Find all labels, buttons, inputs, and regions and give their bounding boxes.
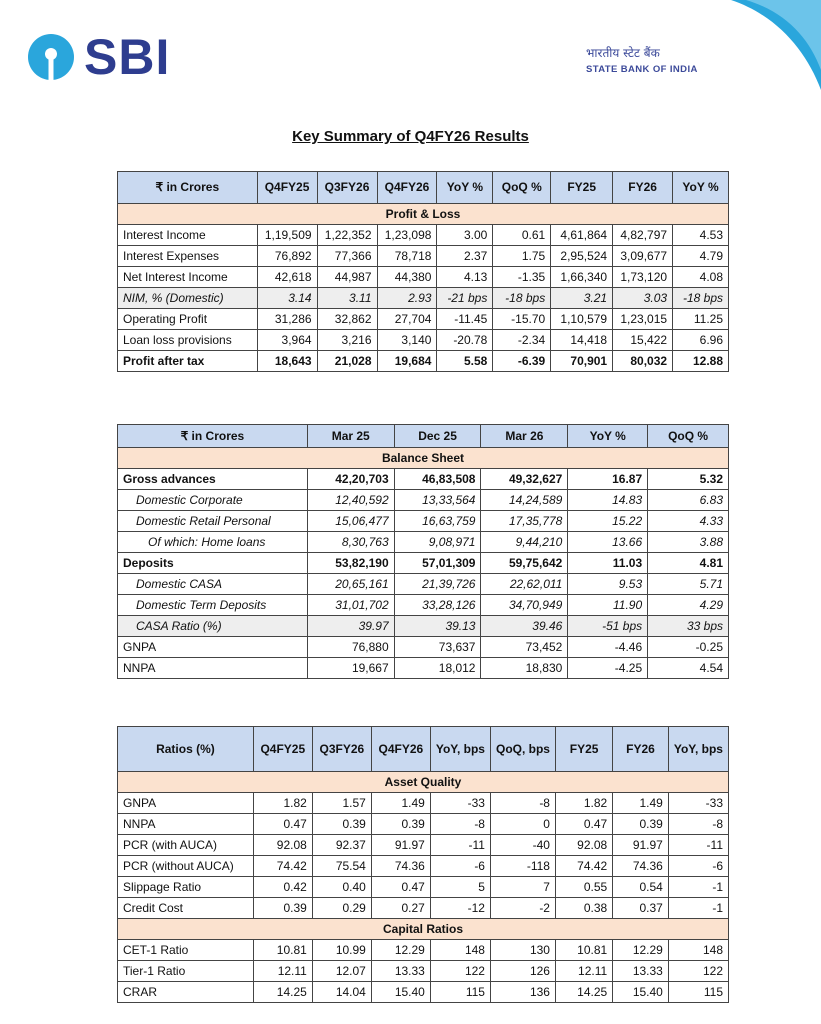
cell-value: 73,452 bbox=[481, 637, 568, 658]
section-header-row bbox=[118, 204, 729, 225]
cell-value: 42,618 bbox=[257, 267, 317, 288]
page-title: Key Summary of Q4FY26 Results bbox=[292, 128, 529, 145]
row-label: GNPA bbox=[118, 637, 308, 658]
section-title: Profit & Loss bbox=[118, 204, 729, 225]
cell-value: 3,964 bbox=[257, 330, 317, 351]
cell-value: 14.83 bbox=[568, 490, 648, 511]
cell-value: -33 bbox=[430, 793, 490, 814]
cell-value: 136 bbox=[490, 982, 555, 1003]
column-header: QoQ % bbox=[493, 172, 551, 204]
cell-value: 10.81 bbox=[555, 940, 612, 961]
cell-value: 92.08 bbox=[253, 835, 312, 856]
cell-value: -6 bbox=[668, 856, 728, 877]
row-label: Interest Income bbox=[118, 225, 258, 246]
cell-value: 0.47 bbox=[371, 877, 430, 898]
table-header-row bbox=[118, 425, 729, 448]
row-label: Domestic Retail Personal bbox=[118, 511, 308, 532]
cell-value: 39.13 bbox=[394, 616, 481, 637]
table-row bbox=[118, 574, 729, 595]
cell-value: 15.40 bbox=[371, 982, 430, 1003]
cell-value: 4.29 bbox=[648, 595, 729, 616]
table-row bbox=[118, 246, 729, 267]
cell-value: -18 bps bbox=[673, 288, 729, 309]
row-label: CRAR bbox=[118, 982, 254, 1003]
cell-value: 91.97 bbox=[371, 835, 430, 856]
table-row bbox=[118, 553, 729, 574]
table-header-row bbox=[118, 727, 729, 772]
cell-value: 12.88 bbox=[673, 351, 729, 372]
cell-value: 0.39 bbox=[371, 814, 430, 835]
cell-value: 11.90 bbox=[568, 595, 648, 616]
cell-value: 46,83,508 bbox=[394, 469, 481, 490]
cell-value: -1 bbox=[668, 898, 728, 919]
cell-value: 9.53 bbox=[568, 574, 648, 595]
section-title: Capital Ratios bbox=[118, 919, 729, 940]
cell-value: 4.79 bbox=[673, 246, 729, 267]
row-label: Net Interest Income bbox=[118, 267, 258, 288]
brand-hindi: भारतीय स्टेट बैंक bbox=[586, 46, 660, 60]
cell-value: 8,30,763 bbox=[307, 532, 394, 553]
table-row bbox=[118, 877, 729, 898]
table-row bbox=[118, 982, 729, 1003]
row-label: Profit after tax bbox=[118, 351, 258, 372]
table-header-row bbox=[118, 172, 729, 204]
column-header: FY26 bbox=[613, 172, 673, 204]
row-label: PCR (with AUCA) bbox=[118, 835, 254, 856]
balance-sheet-table bbox=[117, 424, 729, 679]
cell-value: 59,75,642 bbox=[481, 553, 568, 574]
cell-value: 6.96 bbox=[673, 330, 729, 351]
cell-value: 5.32 bbox=[648, 469, 729, 490]
table-row bbox=[118, 532, 729, 553]
cell-value: 0.40 bbox=[312, 877, 371, 898]
cell-value: 1,23,015 bbox=[613, 309, 673, 330]
cell-value: 11.25 bbox=[673, 309, 729, 330]
table-row bbox=[118, 835, 729, 856]
cell-value: 39.46 bbox=[481, 616, 568, 637]
cell-value: 4.33 bbox=[648, 511, 729, 532]
table-row bbox=[118, 225, 729, 246]
cell-value: 130 bbox=[490, 940, 555, 961]
cell-value: 19,667 bbox=[307, 658, 394, 679]
cell-value: 15,06,477 bbox=[307, 511, 394, 532]
cell-value: -1 bbox=[668, 877, 728, 898]
cell-value: 1,19,509 bbox=[257, 225, 317, 246]
cell-value: -8 bbox=[490, 793, 555, 814]
cell-value: 13.66 bbox=[568, 532, 648, 553]
row-label: Gross advances bbox=[118, 469, 308, 490]
cell-value: 17,35,778 bbox=[481, 511, 568, 532]
row-label: Operating Profit bbox=[118, 309, 258, 330]
column-header: Ratios (%) bbox=[118, 727, 254, 772]
cell-value: 18,830 bbox=[481, 658, 568, 679]
table-row bbox=[118, 469, 729, 490]
cell-value: 20,65,161 bbox=[307, 574, 394, 595]
row-label: CET-1 Ratio bbox=[118, 940, 254, 961]
column-header: YoY, bps bbox=[430, 727, 490, 772]
cell-value: 4,61,864 bbox=[551, 225, 613, 246]
cell-value: 34,70,949 bbox=[481, 595, 568, 616]
cell-value: 14.04 bbox=[312, 982, 371, 1003]
cell-value: 3.03 bbox=[613, 288, 673, 309]
cell-value: 0.47 bbox=[253, 814, 312, 835]
row-label: Loan loss provisions bbox=[118, 330, 258, 351]
cell-value: -21 bps bbox=[437, 288, 493, 309]
cell-value: 1,22,352 bbox=[317, 225, 377, 246]
cell-value: 12.11 bbox=[253, 961, 312, 982]
row-label: Slippage Ratio bbox=[118, 877, 254, 898]
cell-value: 19,684 bbox=[377, 351, 437, 372]
table-row bbox=[118, 961, 729, 982]
cell-value: 3.00 bbox=[437, 225, 493, 246]
cell-value: 4.08 bbox=[673, 267, 729, 288]
cell-value: -12 bbox=[430, 898, 490, 919]
table-row bbox=[118, 658, 729, 679]
section-header-row bbox=[118, 772, 729, 793]
table-row bbox=[118, 351, 729, 372]
cell-value: -4.46 bbox=[568, 637, 648, 658]
cell-value: 5.58 bbox=[437, 351, 493, 372]
ratios-table bbox=[117, 726, 729, 1003]
cell-value: 148 bbox=[430, 940, 490, 961]
table-row bbox=[118, 814, 729, 835]
cell-value: 39.97 bbox=[307, 616, 394, 637]
cell-value: 4.81 bbox=[648, 553, 729, 574]
cell-value: 92.08 bbox=[555, 835, 612, 856]
cell-value: 27,704 bbox=[377, 309, 437, 330]
cell-value: 7 bbox=[490, 877, 555, 898]
profit-loss-table bbox=[117, 171, 729, 372]
table-row bbox=[118, 490, 729, 511]
table-row bbox=[118, 898, 729, 919]
table-row bbox=[118, 616, 729, 637]
row-label: CASA Ratio (%) bbox=[118, 616, 308, 637]
cell-value: 80,032 bbox=[613, 351, 673, 372]
table-row bbox=[118, 288, 729, 309]
column-header: ₹ in Crores bbox=[118, 172, 258, 204]
cell-value: 1,10,579 bbox=[551, 309, 613, 330]
sbi-keyhole-icon bbox=[26, 32, 76, 82]
cell-value: 13,33,564 bbox=[394, 490, 481, 511]
cell-value: -33 bbox=[668, 793, 728, 814]
cell-value: 4.53 bbox=[673, 225, 729, 246]
row-label: Interest Expenses bbox=[118, 246, 258, 267]
cell-value: 12.29 bbox=[371, 940, 430, 961]
cell-value: 0.39 bbox=[613, 814, 669, 835]
cell-value: 14.25 bbox=[253, 982, 312, 1003]
cell-value: 4.54 bbox=[648, 658, 729, 679]
cell-value: 115 bbox=[668, 982, 728, 1003]
table-row bbox=[118, 856, 729, 877]
cell-value: 14,418 bbox=[551, 330, 613, 351]
table-row bbox=[118, 637, 729, 658]
section-header-row bbox=[118, 919, 729, 940]
cell-value: 2,95,524 bbox=[551, 246, 613, 267]
cell-value: 22,62,011 bbox=[481, 574, 568, 595]
cell-value: 0.37 bbox=[613, 898, 669, 919]
cell-value: 12.29 bbox=[613, 940, 669, 961]
cell-value: 115 bbox=[430, 982, 490, 1003]
cell-value: 3,216 bbox=[317, 330, 377, 351]
cell-value: 33,28,126 bbox=[394, 595, 481, 616]
section-header-row bbox=[118, 448, 729, 469]
row-label: Of which: Home loans bbox=[118, 532, 308, 553]
column-header: Q3FY26 bbox=[312, 727, 371, 772]
cell-value: 76,892 bbox=[257, 246, 317, 267]
cell-value: -11 bbox=[668, 835, 728, 856]
table-row bbox=[118, 940, 729, 961]
cell-value: 122 bbox=[668, 961, 728, 982]
cell-value: -15.70 bbox=[493, 309, 551, 330]
cell-value: 12,40,592 bbox=[307, 490, 394, 511]
column-header: Dec 25 bbox=[394, 425, 481, 448]
column-header: YoY % bbox=[673, 172, 729, 204]
cell-value: 0.54 bbox=[613, 877, 669, 898]
cell-value: 1,66,340 bbox=[551, 267, 613, 288]
cell-value: 9,44,210 bbox=[481, 532, 568, 553]
column-header: Mar 25 bbox=[307, 425, 394, 448]
cell-value: -6 bbox=[430, 856, 490, 877]
cell-value: 31,286 bbox=[257, 309, 317, 330]
cell-value: -18 bps bbox=[493, 288, 551, 309]
column-header: Q4FY26 bbox=[371, 727, 430, 772]
table-row bbox=[118, 793, 729, 814]
cell-value: -0.25 bbox=[648, 637, 729, 658]
cell-value: 16,63,759 bbox=[394, 511, 481, 532]
cell-value: 78,718 bbox=[377, 246, 437, 267]
cell-value: -2 bbox=[490, 898, 555, 919]
column-header: FY25 bbox=[551, 172, 613, 204]
table-row bbox=[118, 595, 729, 616]
cell-value: -8 bbox=[668, 814, 728, 835]
column-header: Q4FY25 bbox=[257, 172, 317, 204]
row-label: NNPA bbox=[118, 658, 308, 679]
row-label: NNPA bbox=[118, 814, 254, 835]
cell-value: 32,862 bbox=[317, 309, 377, 330]
cell-value: -118 bbox=[490, 856, 555, 877]
table-row bbox=[118, 309, 729, 330]
cell-value: 0.47 bbox=[555, 814, 612, 835]
column-header: Q3FY26 bbox=[317, 172, 377, 204]
cell-value: 122 bbox=[430, 961, 490, 982]
cell-value: 0.38 bbox=[555, 898, 612, 919]
cell-value: 15,422 bbox=[613, 330, 673, 351]
cell-value: 11.03 bbox=[568, 553, 648, 574]
cell-value: -40 bbox=[490, 835, 555, 856]
cell-value: 44,380 bbox=[377, 267, 437, 288]
cell-value: 0.27 bbox=[371, 898, 430, 919]
cell-value: 74.36 bbox=[371, 856, 430, 877]
cell-value: 1.82 bbox=[555, 793, 612, 814]
cell-value: 0 bbox=[490, 814, 555, 835]
cell-value: 76,880 bbox=[307, 637, 394, 658]
section-title: Balance Sheet bbox=[118, 448, 729, 469]
cell-value: 15.22 bbox=[568, 511, 648, 532]
cell-value: 0.39 bbox=[312, 814, 371, 835]
column-header: Q4FY26 bbox=[377, 172, 437, 204]
cell-value: 3,09,677 bbox=[613, 246, 673, 267]
cell-value: 16.87 bbox=[568, 469, 648, 490]
brand-name: SBI bbox=[84, 29, 171, 85]
brand-english: STATE BANK OF INDIA bbox=[586, 64, 698, 75]
cell-value: 12.11 bbox=[555, 961, 612, 982]
cell-value: 2.37 bbox=[437, 246, 493, 267]
row-label: Deposits bbox=[118, 553, 308, 574]
row-label: GNPA bbox=[118, 793, 254, 814]
cell-value: 77,366 bbox=[317, 246, 377, 267]
cell-value: 0.61 bbox=[493, 225, 551, 246]
cell-value: 4.13 bbox=[437, 267, 493, 288]
column-header: QoQ % bbox=[648, 425, 729, 448]
cell-value: -11.45 bbox=[437, 309, 493, 330]
cell-value: 21,028 bbox=[317, 351, 377, 372]
cell-value: 6.83 bbox=[648, 490, 729, 511]
cell-value: 5.71 bbox=[648, 574, 729, 595]
cell-value: 9,08,971 bbox=[394, 532, 481, 553]
cell-value: 1.75 bbox=[493, 246, 551, 267]
cell-value: 1.82 bbox=[253, 793, 312, 814]
cell-value: 18,643 bbox=[257, 351, 317, 372]
cell-value: 1.49 bbox=[371, 793, 430, 814]
row-label: NIM, % (Domestic) bbox=[118, 288, 258, 309]
column-header: Q4FY25 bbox=[253, 727, 312, 772]
column-header: FY26 bbox=[613, 727, 669, 772]
cell-value: -4.25 bbox=[568, 658, 648, 679]
cell-value: 70,901 bbox=[551, 351, 613, 372]
cell-value: 3.14 bbox=[257, 288, 317, 309]
cell-value: 57,01,309 bbox=[394, 553, 481, 574]
cell-value: 42,20,703 bbox=[307, 469, 394, 490]
cell-value: 1.57 bbox=[312, 793, 371, 814]
row-label: PCR (without AUCA) bbox=[118, 856, 254, 877]
cell-value: -2.34 bbox=[493, 330, 551, 351]
row-label: Tier-1 Ratio bbox=[118, 961, 254, 982]
row-label: Domestic CASA bbox=[118, 574, 308, 595]
column-header: ₹ in Crores bbox=[118, 425, 308, 448]
cell-value: 5 bbox=[430, 877, 490, 898]
corner-swoosh-icon bbox=[701, 0, 821, 90]
cell-value: 44,987 bbox=[317, 267, 377, 288]
cell-value: 92.37 bbox=[312, 835, 371, 856]
cell-value: 4,82,797 bbox=[613, 225, 673, 246]
cell-value: 1,23,098 bbox=[377, 225, 437, 246]
row-label: Domestic Term Deposits bbox=[118, 595, 308, 616]
cell-value: 3,140 bbox=[377, 330, 437, 351]
cell-value: 10.99 bbox=[312, 940, 371, 961]
cell-value: 1,73,120 bbox=[613, 267, 673, 288]
cell-value: 91.97 bbox=[613, 835, 669, 856]
cell-value: 49,32,627 bbox=[481, 469, 568, 490]
cell-value: 2.93 bbox=[377, 288, 437, 309]
cell-value: 0.29 bbox=[312, 898, 371, 919]
cell-value: 21,39,726 bbox=[394, 574, 481, 595]
cell-value: 3.21 bbox=[551, 288, 613, 309]
cell-value: 0.55 bbox=[555, 877, 612, 898]
cell-value: 74.42 bbox=[253, 856, 312, 877]
cell-value: 18,012 bbox=[394, 658, 481, 679]
cell-value: -51 bps bbox=[568, 616, 648, 637]
cell-value: -8 bbox=[430, 814, 490, 835]
column-header: Mar 26 bbox=[481, 425, 568, 448]
cell-value: 13.33 bbox=[371, 961, 430, 982]
cell-value: 0.42 bbox=[253, 877, 312, 898]
cell-value: 75.54 bbox=[312, 856, 371, 877]
cell-value: -20.78 bbox=[437, 330, 493, 351]
sbi-logo bbox=[26, 29, 171, 85]
cell-value: -11 bbox=[430, 835, 490, 856]
section-title: Asset Quality bbox=[118, 772, 729, 793]
cell-value: 74.42 bbox=[555, 856, 612, 877]
column-header: QoQ, bps bbox=[490, 727, 555, 772]
cell-value: 3.88 bbox=[648, 532, 729, 553]
cell-value: 31,01,702 bbox=[307, 595, 394, 616]
cell-value: 74.36 bbox=[613, 856, 669, 877]
cell-value: 14.25 bbox=[555, 982, 612, 1003]
column-header: YoY, bps bbox=[668, 727, 728, 772]
row-label: Domestic Corporate bbox=[118, 490, 308, 511]
table-row bbox=[118, 267, 729, 288]
table-row bbox=[118, 330, 729, 351]
cell-value: 53,82,190 bbox=[307, 553, 394, 574]
cell-value: 148 bbox=[668, 940, 728, 961]
cell-value: 15.40 bbox=[613, 982, 669, 1003]
row-label: Credit Cost bbox=[118, 898, 254, 919]
cell-value: 0.39 bbox=[253, 898, 312, 919]
column-header: YoY % bbox=[437, 172, 493, 204]
cell-value: 126 bbox=[490, 961, 555, 982]
cell-value: 1.49 bbox=[613, 793, 669, 814]
column-header: FY25 bbox=[555, 727, 612, 772]
column-header: YoY % bbox=[568, 425, 648, 448]
cell-value: 33 bps bbox=[648, 616, 729, 637]
cell-value: 73,637 bbox=[394, 637, 481, 658]
table-row bbox=[118, 511, 729, 532]
cell-value: -1.35 bbox=[493, 267, 551, 288]
cell-value: 13.33 bbox=[613, 961, 669, 982]
cell-value: 10.81 bbox=[253, 940, 312, 961]
cell-value: 12.07 bbox=[312, 961, 371, 982]
cell-value: -6.39 bbox=[493, 351, 551, 372]
cell-value: 3.11 bbox=[317, 288, 377, 309]
cell-value: 14,24,589 bbox=[481, 490, 568, 511]
